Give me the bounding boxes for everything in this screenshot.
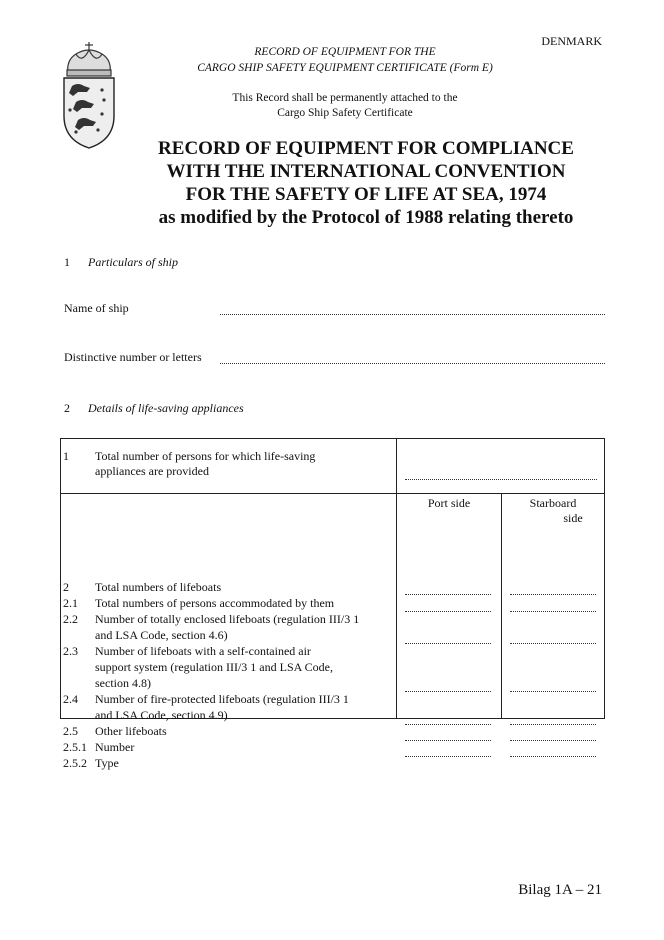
port-fire-protected-field[interactable] [405, 724, 491, 725]
title-line1: RECORD OF EQUIPMENT FOR COMPLIANCE [158, 138, 574, 159]
page-number: Bilag 1A – 21 [518, 882, 602, 898]
port-lifeboats-field[interactable] [405, 594, 491, 595]
row1-line1: Total number of persons for which life-saving [95, 449, 316, 463]
attach-note-line1: This Record shall be permanently attached to the [232, 92, 458, 104]
port-other-type-field[interactable] [405, 756, 491, 757]
title-line2: WITH THE INTERNATIONAL CONVENTION [166, 161, 566, 182]
starboard-persons-field[interactable] [510, 611, 596, 612]
item-number: 2.4 [63, 692, 78, 706]
title-line4: as modified by the Protocol of 1988 relating thereto [158, 207, 574, 228]
name-of-ship-field[interactable] [220, 314, 605, 315]
starboard-lifeboats-field[interactable] [510, 594, 596, 595]
table-row [61, 494, 605, 719]
item-text: Number of lifeboats with a self-contained air [95, 644, 311, 658]
crest-icon [58, 40, 120, 150]
item-number: 2.5.1 [63, 740, 87, 754]
item-text: support system (regulation III/3 1 and LSA Code, [95, 660, 333, 674]
item-text: section 4.8) [95, 676, 151, 690]
starboard-header-line1: Starboard [529, 496, 577, 510]
attach-note-line2: Cargo Ship Safety Certificate [277, 107, 413, 119]
name-of-ship-label: Name of ship [64, 301, 129, 315]
starboard-air-support-field[interactable] [510, 691, 596, 692]
port-side-column [397, 494, 502, 719]
country-label: DENMARK [541, 34, 602, 48]
lifesaving-table [60, 438, 605, 770]
table-row [61, 439, 605, 494]
section-2-label: Details of life-saving appliances [88, 401, 244, 415]
item-text: and LSA Code, section 4.9) [95, 708, 228, 722]
item-number: 2.5 [63, 724, 78, 738]
item-number: 2 [63, 580, 69, 594]
item-text: Number of totally enclosed lifeboats (regulation III/3 1 [95, 612, 360, 626]
title-line3: FOR THE SAFETY OF LIFE AT SEA, 1974 [185, 184, 547, 205]
starboard-header-line2: side [563, 511, 583, 525]
starboard-side-column [502, 494, 605, 719]
port-other-number-field[interactable] [405, 740, 491, 741]
item-text: Other lifeboats [95, 724, 167, 738]
section-1-heading [64, 255, 178, 270]
item-number: 2.3 [63, 644, 78, 658]
item-text: Type [95, 756, 119, 770]
lifeboat-items-cell [61, 494, 397, 770]
item-text: Number [95, 740, 135, 754]
record-heading-line1: RECORD OF EQUIPMENT FOR THE [254, 46, 436, 58]
lifeboat-items-list [61, 494, 396, 770]
starboard-side-header [502, 494, 604, 526]
starboard-other-type-field[interactable] [510, 756, 596, 757]
section-2-heading [64, 401, 244, 416]
persons-provided-value-cell [397, 439, 605, 494]
record-heading-line2: CARGO SHIP SAFETY EQUIPMENT CERTIFICATE (Form E) [197, 62, 493, 74]
section-1-label: Particulars of ship [88, 255, 179, 269]
item-number: 2.2 [63, 612, 78, 626]
row1-number: 1 [63, 449, 69, 463]
persons-provided-cell [61, 439, 397, 494]
item-text: Total numbers of persons accommodated by them [95, 596, 335, 610]
port-enclosed-field[interactable] [405, 643, 491, 644]
port-air-support-field[interactable] [405, 691, 491, 692]
item-text: Number of fire-protected lifeboats (regulation III/3 1 [95, 692, 349, 706]
distinctive-letters-label: Distinctive number or letters [64, 350, 202, 364]
starboard-enclosed-field[interactable] [510, 643, 596, 644]
section-2-number: 2 [64, 401, 70, 415]
item-text: and LSA Code, section 4.6) [95, 628, 228, 642]
item-text: Total numbers of lifeboats [95, 580, 222, 594]
persons-provided-field[interactable] [405, 479, 597, 480]
port-side-header: Port side [427, 496, 471, 510]
starboard-fire-protected-field[interactable] [510, 724, 596, 725]
port-persons-field[interactable] [405, 611, 491, 612]
item-number: 2.1 [63, 596, 78, 610]
starboard-other-number-field[interactable] [510, 740, 596, 741]
distinctive-letters-field[interactable] [220, 363, 605, 364]
section-1-number: 1 [64, 255, 70, 269]
item-number: 2.5.2 [63, 756, 87, 770]
row1-line2: appliances are provided [95, 464, 209, 478]
